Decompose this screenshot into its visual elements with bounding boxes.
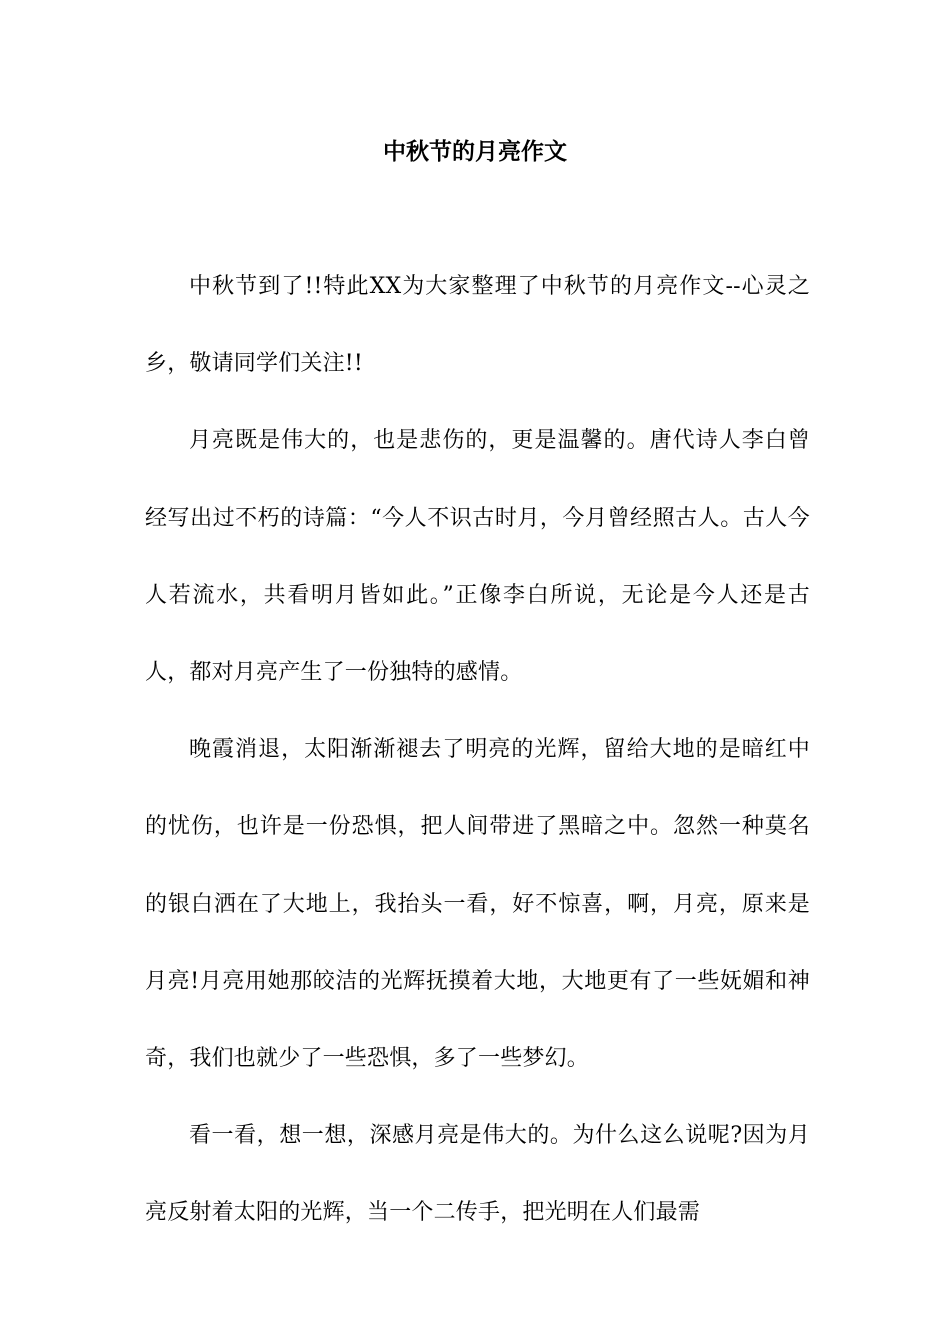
document-title: 中秋节的月亮作文 (383, 138, 567, 165)
paragraph-evening-moon: 晚霞消退，太阳渐渐褪去了明亮的光辉，留给大地的是暗红中的忧伤，也许是一份恐惧，把人间带进了黑暗之中。忽然一种莫名的银白洒在了大地上，我抬头一看，好不惊喜，啊，月亮，原来是月亮!月亮用她那皎洁的光辉抚摸着大地，大地更有了一些妩媚和神奇，我们也就少了一些恐惧，多了一些梦幻。 (145, 737, 810, 1072)
paragraph-moon-greatness: 看一看，想一想，深感月亮是伟大的。为什么这么说呢?因为月亮反射着太阳的光辉，当一个二传手，把光明在人们最需 (145, 1123, 810, 1226)
document-body (145, 248, 810, 1252)
paragraph-moon-feelings: 月亮既是伟大的，也是悲伤的，更是温馨的。唐代诗人李白曾经写出过不朽的诗篇：“今人不识古时月，今月曾经照古人。古人今人若流水，共看明月皆如此。”正像李白所说，无论是今人还是古人，都对月亮产生了一份独特的感情。 (145, 428, 810, 686)
paragraph-intro: 中秋节到了!!特此XX为大家整理了中秋节的月亮作文--心灵之乡，敬请同学们关注!! (145, 274, 810, 377)
